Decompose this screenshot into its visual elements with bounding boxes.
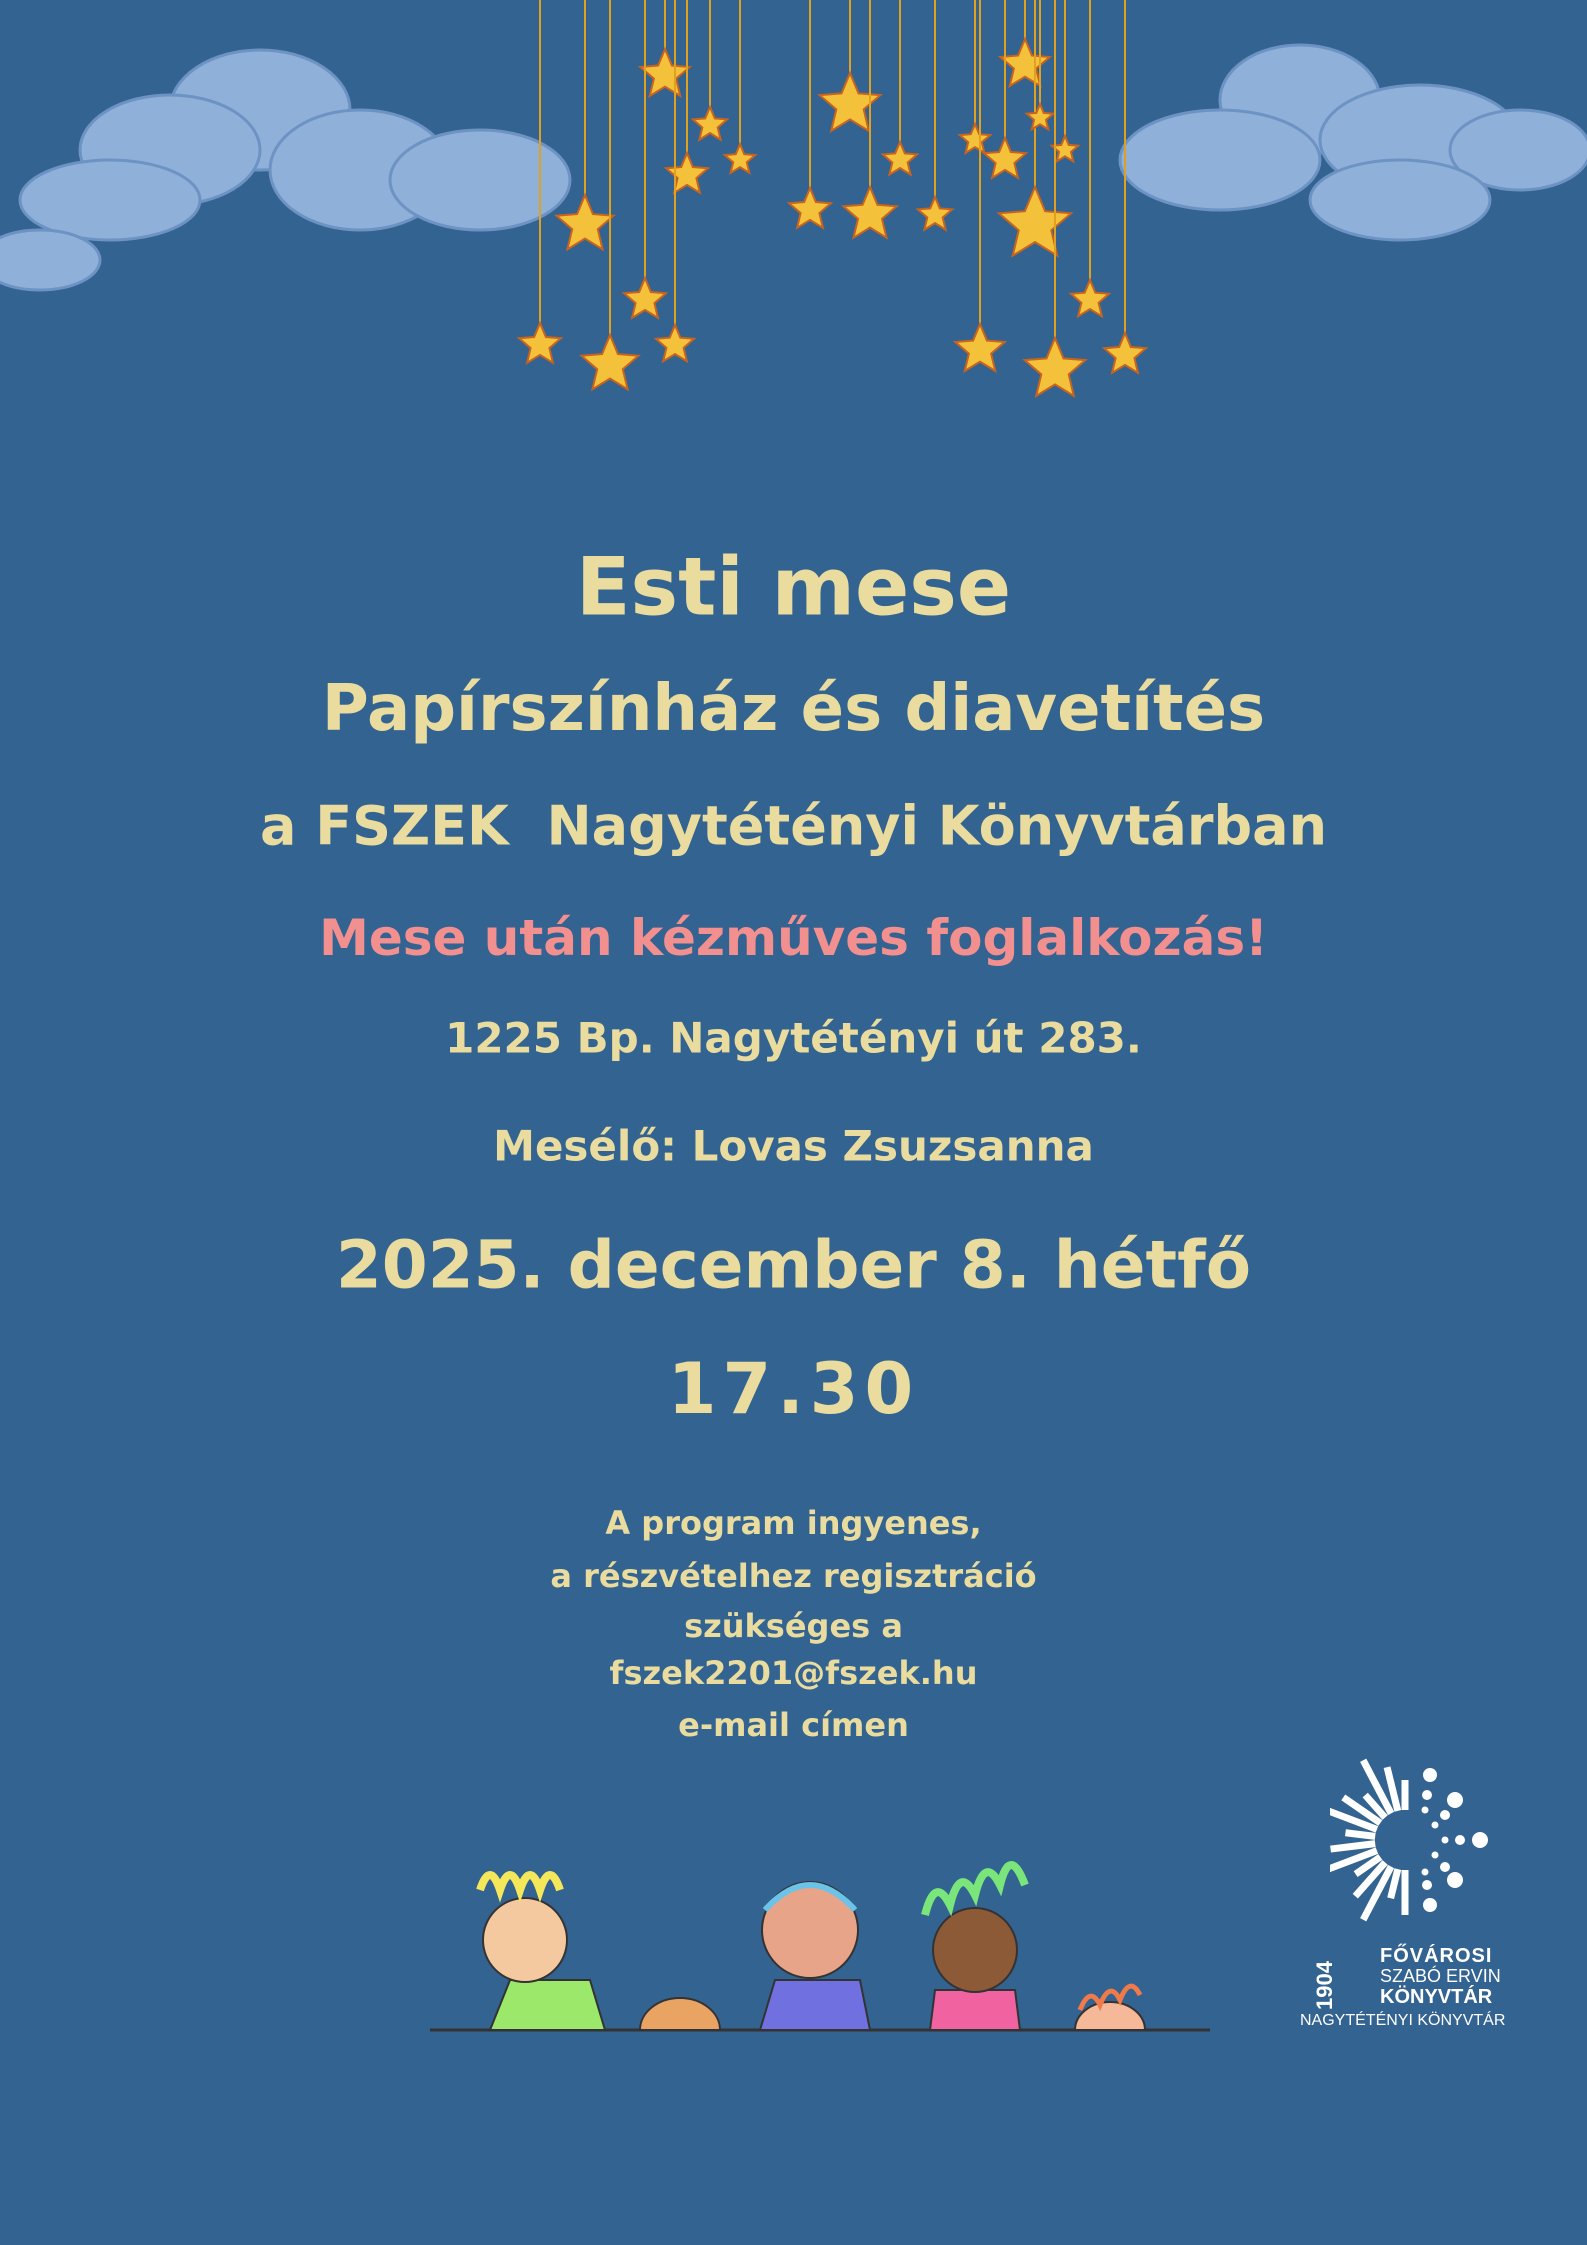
- date-text: 2025. december 8. hétfő: [335, 1226, 1252, 1304]
- poster-title: Esti mese: [575, 540, 1012, 634]
- star-icon: [843, 187, 896, 238]
- logo-dot: [1442, 1837, 1449, 1844]
- logo-dot: [1422, 1790, 1432, 1800]
- info-line: A program ingyenes,: [605, 1504, 982, 1542]
- star-icon: [1104, 333, 1146, 373]
- info-line: a részvételhez regisztráció: [550, 1557, 1037, 1595]
- star-icon: [984, 138, 1026, 178]
- star-icon: [640, 49, 689, 96]
- time-text: 17.30: [667, 1348, 920, 1430]
- logo-line-2: SZABÓ ERVIN: [1380, 1966, 1501, 1986]
- star-icon: [955, 324, 1004, 371]
- logo-dot: [1423, 1898, 1437, 1912]
- logo-ray: [1331, 1844, 1376, 1849]
- star-icon: [693, 107, 727, 140]
- logo-dot: [1422, 1880, 1432, 1890]
- star-icon: [557, 195, 614, 249]
- star-icon: [656, 325, 694, 361]
- logo-dot: [1422, 1807, 1429, 1814]
- logo-year: 1904: [1312, 1961, 1337, 2010]
- logo-dot: [1447, 1872, 1463, 1888]
- info-line: szükséges a: [684, 1607, 903, 1645]
- logo-dot: [1447, 1792, 1463, 1808]
- poster-subtitle: Papírszínház és diavetítés: [321, 672, 1266, 746]
- children-illustration: [420, 1830, 1220, 2050]
- logo-branch: NAGYTÉTÉNYI KÖNYVTÁR: [1300, 2012, 1506, 2029]
- logo-dot: [1422, 1869, 1429, 1876]
- hanging-stars-illustration: [480, 0, 1160, 430]
- star-icon: [624, 278, 666, 318]
- star-icon: [666, 153, 708, 193]
- email-link[interactable]: fszek2201@fszek.hu: [609, 1654, 978, 1692]
- star-icon: [519, 323, 561, 363]
- star-icon: [582, 335, 639, 389]
- highlight-text: Mese után kézműves foglalkozás!: [319, 909, 1268, 967]
- star-icon: [820, 73, 881, 131]
- logo-dot: [1423, 1768, 1437, 1782]
- star-icon: [1025, 338, 1086, 396]
- logo-line-1: FŐVÁROSI: [1380, 1945, 1493, 1967]
- star-icon: [789, 188, 831, 228]
- star-icon: [999, 187, 1071, 256]
- star-icon: [960, 124, 990, 153]
- storyteller-text: Mesélő: Lovas Zsuzsanna: [493, 1121, 1094, 1171]
- star-icon: [1027, 104, 1054, 129]
- cloud-right-illustration: [1100, 20, 1587, 260]
- star-icon: [1071, 280, 1109, 316]
- logo-dot: [1455, 1835, 1465, 1845]
- logo-dot: [1432, 1822, 1439, 1829]
- address-text: 1225 Bp. Nagytétényi út 283.: [445, 1013, 1142, 1063]
- logo-line-3: KÖNYVTÁR: [1380, 1986, 1493, 2008]
- star-icon: [883, 142, 917, 175]
- library-logo-icon: [1330, 1755, 1500, 1935]
- logo-dot: [1472, 1832, 1488, 1848]
- logo-dot: [1440, 1810, 1450, 1820]
- star-icon: [725, 144, 755, 173]
- star-icon: [1000, 39, 1049, 86]
- info-line: e-mail címen: [678, 1706, 909, 1744]
- logo-ray: [1391, 1869, 1398, 1898]
- venue-text: a FSZEK Nagytétényi Könyvtárban: [259, 794, 1328, 858]
- logo-dot: [1440, 1862, 1450, 1872]
- star-icon: [918, 197, 952, 230]
- logo-ray: [1345, 1833, 1375, 1837]
- logo-dot: [1432, 1852, 1439, 1859]
